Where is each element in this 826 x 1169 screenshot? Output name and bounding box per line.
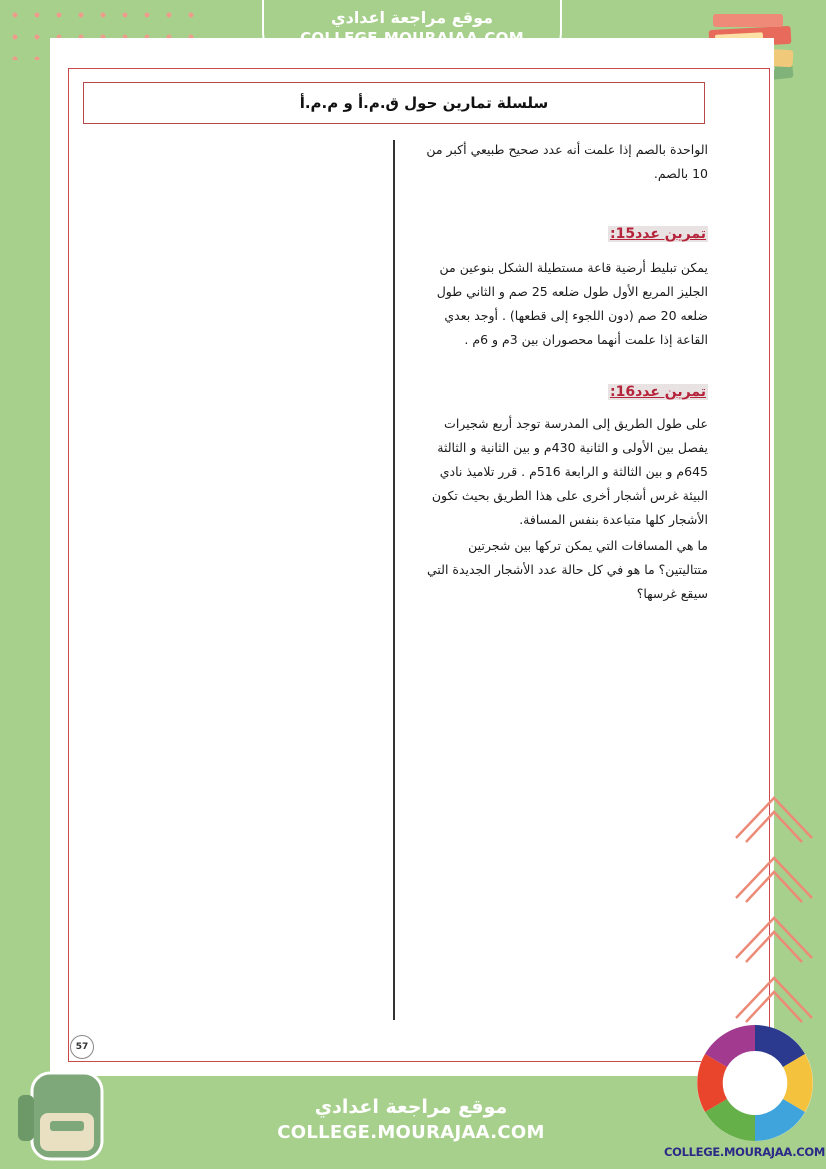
site-url[interactable]: COLLEGE.MOURAJAA.COM [277,1122,545,1143]
text-line: متتاليتين؟ ما هو في كل حالة عدد الأشجار الجديدة التي [426,562,708,577]
document-title: سلسلة تمارين حول ق.م.أ و م.م.أ [299,94,549,112]
text-line: البيئة غرس أشجار أخرى على هذا الطريق بحيث تكون [431,488,708,503]
intro-text [398,138,708,186]
bottom-site-banner[interactable] [262,1076,560,1169]
exercise-16-question [398,534,708,606]
page-number: 57 [70,1035,94,1059]
backpack-icon [10,1055,120,1165]
text-line: القاعة إذا علمت أنهما محصوران بين 3م و 6م . [464,332,708,347]
text-line: 645م و بين الثالثة و الرابعة 516م . قرر تلاميذ نادي [439,464,708,479]
text-line: سيقع غرسها؟ [636,586,708,601]
subjects-wheel-icon [692,1020,818,1146]
exercise-15-body [398,256,708,352]
exercise-15-heading-text: تمرين عدد15: [609,226,706,242]
text-line: ما هي المسافات التي يمكن تركها بين شجرتين [468,538,708,553]
text-line: الأشجار كلها متباعدة بنفس المسافة. [519,512,708,527]
column-divider [393,140,395,1020]
text-line: الجليز المربع الأول طول ضلعه 25 صم و الثاني طول [436,284,708,299]
exercise-15-heading [560,226,708,242]
site-name: موقع مراجعة اعدادي [314,1096,508,1118]
document-title-box [83,82,705,124]
text-line: الواحدة بالصم إذا علمت أنه عدد صحيح طبيعي أكبر من [426,142,708,157]
text-line: 10 بالصم. [653,166,708,181]
exercise-16-body [398,412,708,532]
text-line: يفصل بين الأولى و الثانية 430م و بين الثانية و الثالثة [437,440,708,455]
site-name: موقع مراجعة اعدادي [330,8,494,27]
brand-footer[interactable]: COLLEGE.MOURAJAA.COM [664,1145,826,1159]
text-line: ضلعه 20 صم (دون اللجوء إلى قطعها) . أوجد بعدي [444,308,708,323]
exercise-16-heading [560,384,708,400]
chevron-up-icon [728,790,820,1040]
exercise-16-heading-text: تمرين عدد16: [609,384,706,400]
text-line: على طول الطريق إلى المدرسة توجد أربع شجيرات [444,416,708,431]
text-line: يمكن تبليط أرضية قاعة مستطيلة الشكل بنوعين من [439,260,708,275]
